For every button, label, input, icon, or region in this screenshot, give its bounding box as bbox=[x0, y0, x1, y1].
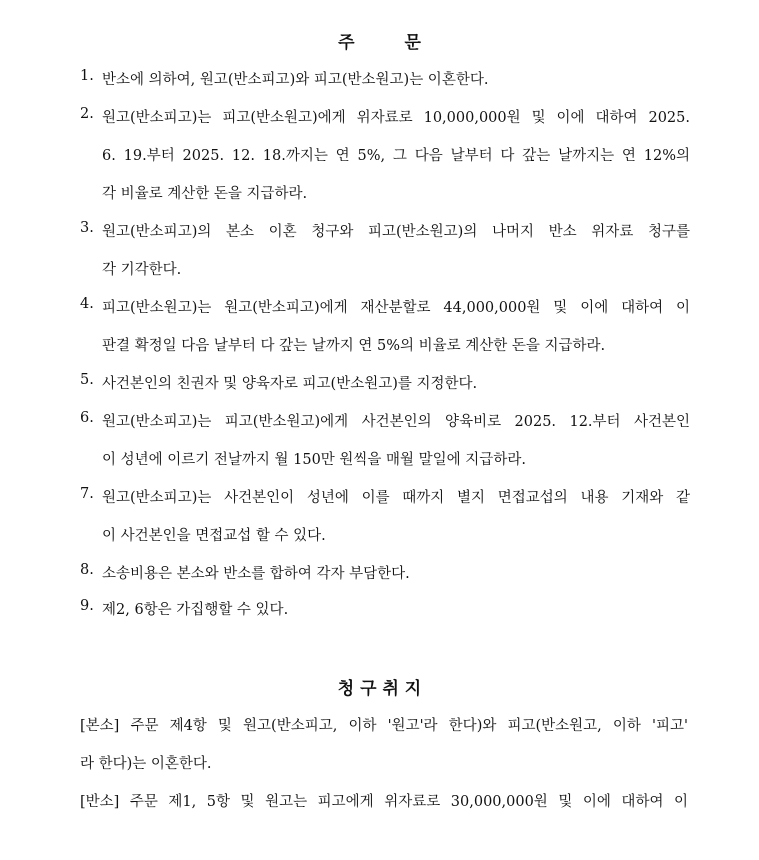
item-line: 각 비율로 계산한 돈을 지급하라. bbox=[102, 186, 308, 202]
item-line: 이 성년에 이르기 전날까지 월 150만 원씩을 매월 말일에 지급하라. bbox=[102, 452, 526, 468]
paragraph-line: [반소] 주문 제1, 5항 및 원고는 피고에게 위자료로 30,000,000원 및 이에 대하여 이 bbox=[80, 794, 688, 810]
paragraph-line: 라 한다)는 이혼한다. bbox=[80, 756, 212, 772]
item-line: 소송비용은 본소와 반소를 합하여 각자 부담한다. bbox=[102, 566, 410, 582]
order-section-title bbox=[0, 28, 759, 53]
item-line: 6. 19.부터 2025. 12. 18.까지는 연 5%, 그 다음 날부터 다 갚는 날까지는 연 12%의 bbox=[102, 148, 690, 164]
item-line: 각 기각한다. bbox=[102, 262, 182, 278]
item-number: 1. bbox=[80, 68, 94, 84]
item-line: 제2, 6항은 가집행할 수 있다. bbox=[102, 602, 289, 618]
item-number: 7. bbox=[80, 486, 94, 502]
item-line: 이 사건본인을 면접교섭 할 수 있다. bbox=[102, 528, 326, 544]
item-line: 판결 확정일 다음 날부터 다 갚는 날까지 연 5%의 비율로 계산한 돈을 지급하라. bbox=[102, 338, 606, 354]
item-line: 원고(반소피고)는 피고(반소원고)에게 사건본인의 양육비로 2025. 12.부터 사건본인 bbox=[102, 414, 690, 430]
item-line: 원고(반소피고)의 본소 이혼 청구와 피고(반소원고)의 나머지 반소 위자료 청구를 bbox=[102, 224, 690, 240]
claim-section-title: 청 구 취 지 bbox=[337, 679, 422, 699]
item-number: 6. bbox=[80, 410, 94, 426]
item-number: 8. bbox=[80, 562, 94, 578]
item-number: 5. bbox=[80, 372, 94, 388]
item-line: 피고(반소원고)는 원고(반소피고)에게 재산분할로 44,000,000원 및 이에 대하여 이 bbox=[102, 300, 690, 316]
order-title-char-1: 주 bbox=[338, 33, 355, 53]
item-line: 사건본인의 친권자 및 양육자로 피고(반소원고)를 지정한다. bbox=[102, 376, 478, 392]
paragraph-line: [본소] 주문 제4항 및 원고(반소피고, 이하 '원고'라 한다)와 피고(반소원고, 이하 '피고' bbox=[80, 718, 688, 734]
item-line: 반소에 의하여, 원고(반소피고)와 피고(반소원고)는 이혼한다. bbox=[102, 72, 489, 88]
order-title-char-2: 문 bbox=[404, 33, 421, 53]
item-number: 4. bbox=[80, 296, 94, 312]
item-line: 원고(반소피고)는 사건본인이 성년에 이를 때까지 별지 면접교섭의 내용 기재와 같 bbox=[102, 490, 690, 506]
item-number: 3. bbox=[80, 220, 94, 236]
item-number: 2. bbox=[80, 106, 94, 122]
item-line: 원고(반소피고)는 피고(반소원고)에게 위자료로 10,000,000원 및 이에 대하여 2025. bbox=[102, 110, 690, 126]
item-number: 9. bbox=[80, 598, 94, 614]
